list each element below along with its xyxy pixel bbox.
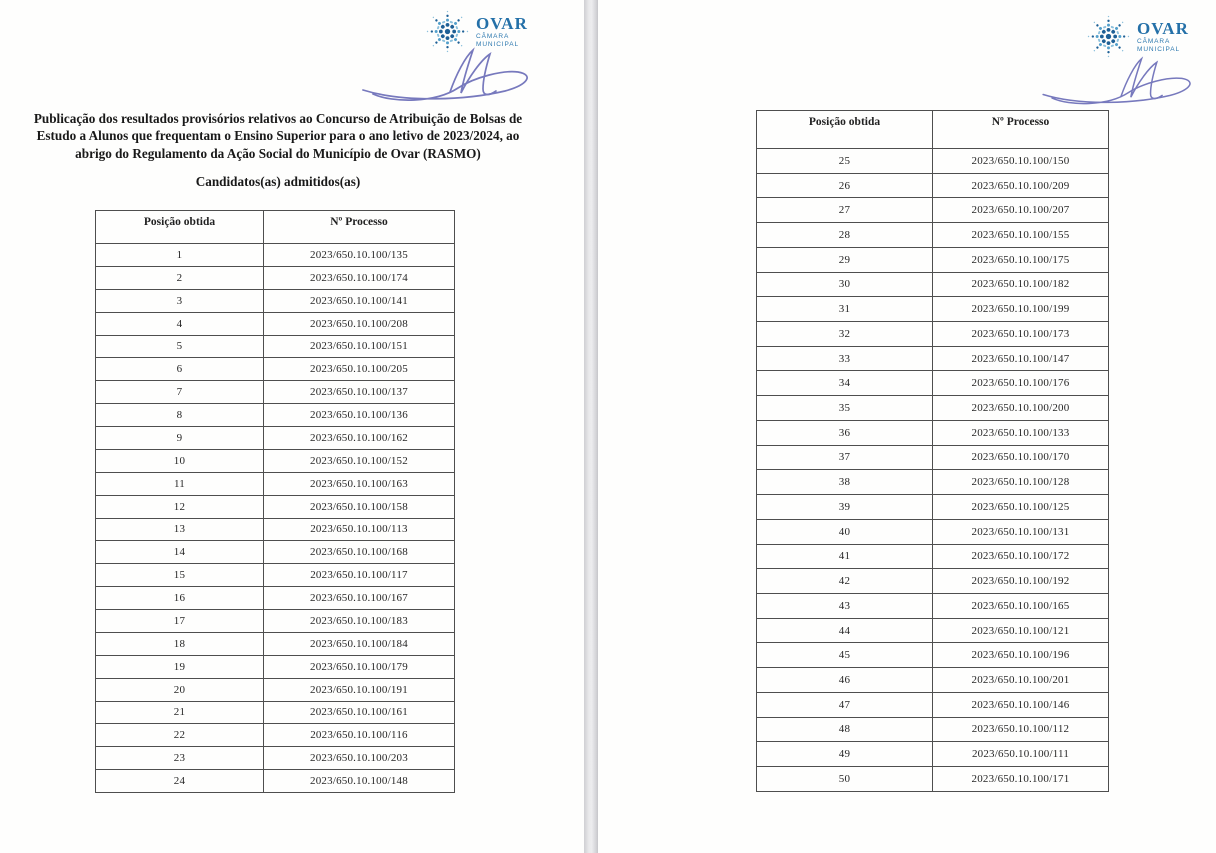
header-row	[757, 111, 1109, 149]
table-cell: 2023/650.10.100/111	[933, 742, 1109, 767]
table-cell: 49	[757, 742, 933, 767]
table-row	[96, 335, 455, 358]
table-cell: 2023/650.10.100/205	[264, 358, 455, 381]
table-cell: 7	[96, 381, 264, 404]
table-cell: 18	[96, 632, 264, 655]
table-row	[757, 692, 1109, 717]
column-header: Posição obtida	[96, 211, 264, 244]
table-row	[757, 322, 1109, 347]
table-cell: 2023/650.10.100/184	[264, 632, 455, 655]
table-cell: 46	[757, 668, 933, 693]
table-cell: 39	[757, 495, 933, 520]
table-row	[757, 668, 1109, 693]
table-cell: 2023/650.10.100/151	[264, 335, 455, 358]
handwritten-signature	[350, 46, 550, 106]
table-cell: 24	[96, 770, 264, 793]
table-cell: 2023/650.10.100/199	[933, 297, 1109, 322]
table-cell: 2023/650.10.100/172	[933, 544, 1109, 569]
table-cell: 2023/650.10.100/113	[264, 518, 455, 541]
table-row	[96, 587, 455, 610]
table-cell: 43	[757, 593, 933, 618]
table-cell: 2023/650.10.100/201	[933, 668, 1109, 693]
table-cell: 2023/650.10.100/150	[933, 149, 1109, 174]
table-cell: 31	[757, 297, 933, 322]
table-cell: 2023/650.10.100/167	[264, 587, 455, 610]
table-cell: 41	[757, 544, 933, 569]
table-cell: 35	[757, 396, 933, 421]
table-cell: 2023/650.10.100/146	[933, 692, 1109, 717]
table-row	[757, 618, 1109, 643]
page-title: Publicação dos resultados provisórios relativos ao Concurso de Atribuição de Bolsas de Estudo a Alunos que frequentam o Ensino Superior para o ano letivo de 2023/2024, ao abrigo do Regulamento da Ação Social do Município de Ovar (RASMO)	[33, 111, 523, 161]
table-row	[757, 470, 1109, 495]
table-cell: 2023/650.10.100/191	[264, 678, 455, 701]
table-cell: 2023/650.10.100/207	[933, 198, 1109, 223]
ovar-municipal-logo	[1085, 13, 1189, 60]
table-row	[96, 701, 455, 724]
table-cell: 2023/650.10.100/148	[264, 770, 455, 793]
table-cell: 6	[96, 358, 264, 381]
table-row	[757, 717, 1109, 742]
table-cell: 2023/650.10.100/175	[933, 247, 1109, 272]
table-cell: 19	[96, 655, 264, 678]
logo-org-name: OVAR	[476, 14, 528, 33]
table-cell: 17	[96, 610, 264, 633]
table-cell: 36	[757, 420, 933, 445]
table-row	[96, 655, 455, 678]
logo-dept-line2: MUNICIPAL	[1137, 45, 1181, 53]
table-row	[96, 312, 455, 335]
table-row	[757, 445, 1109, 470]
table-row	[96, 564, 455, 587]
table-cell: 30	[757, 272, 933, 297]
table-row	[96, 266, 455, 289]
table-cell: 2023/650.10.100/192	[933, 569, 1109, 594]
table-cell: 45	[757, 643, 933, 668]
table-cell: 2023/650.10.100/152	[264, 449, 455, 472]
table-cell: 2023/650.10.100/208	[264, 312, 455, 335]
table-row	[96, 381, 455, 404]
table-cell: 2023/650.10.100/161	[264, 701, 455, 724]
table-row	[757, 495, 1109, 520]
table-cell: 2023/650.10.100/116	[264, 724, 455, 747]
table-row	[757, 420, 1109, 445]
table-cell: 2023/650.10.100/158	[264, 495, 455, 518]
page-gutter-divider	[584, 0, 598, 853]
table-row	[757, 519, 1109, 544]
table-row	[757, 272, 1109, 297]
table-row	[757, 766, 1109, 791]
table-cell: 2023/650.10.100/173	[933, 322, 1109, 347]
table-cell: 2023/650.10.100/209	[933, 173, 1109, 198]
table-row	[96, 541, 455, 564]
table-cell: 16	[96, 587, 264, 610]
table-cell: 14	[96, 541, 264, 564]
table-cell: 20	[96, 678, 264, 701]
table-cell: 2023/650.10.100/174	[264, 266, 455, 289]
table-cell: 13	[96, 518, 264, 541]
table-cell: 3	[96, 289, 264, 312]
logo-dept-line1: CÂMARA	[476, 32, 510, 40]
table-cell: 2023/650.10.100/163	[264, 472, 455, 495]
table-row	[96, 747, 455, 770]
table-cell: 2023/650.10.100/203	[264, 747, 455, 770]
table-row	[757, 371, 1109, 396]
document-page-2	[598, 0, 1216, 853]
table-row	[96, 289, 455, 312]
table-cell: 10	[96, 449, 264, 472]
table-cell: 40	[757, 519, 933, 544]
table-cell: 25	[757, 149, 933, 174]
table-cell: 9	[96, 427, 264, 450]
results-table-page-1	[95, 210, 455, 793]
table-cell: 23	[96, 747, 264, 770]
table-cell: 2023/650.10.100/131	[933, 519, 1109, 544]
table-cell: 4	[96, 312, 264, 335]
logo-org-name: OVAR	[1137, 19, 1189, 38]
table-cell: 2023/650.10.100/179	[264, 655, 455, 678]
table-cell: 2023/650.10.100/196	[933, 643, 1109, 668]
table-cell: 2023/650.10.100/112	[933, 717, 1109, 742]
table-cell: 2023/650.10.100/162	[264, 427, 455, 450]
table-cell: 33	[757, 346, 933, 371]
table-cell: 2023/650.10.100/170	[933, 445, 1109, 470]
table-cell: 42	[757, 569, 933, 594]
table-cell: 2023/650.10.100/121	[933, 618, 1109, 643]
logo-text	[1137, 20, 1189, 53]
table-cell: 2023/650.10.100/182	[933, 272, 1109, 297]
table-row	[96, 678, 455, 701]
table-row	[757, 198, 1109, 223]
table-cell: 2023/650.10.100/128	[933, 470, 1109, 495]
table-cell: 2023/650.10.100/117	[264, 564, 455, 587]
table-cell: 2023/650.10.100/155	[933, 223, 1109, 248]
table-cell: 32	[757, 322, 933, 347]
table-row	[757, 247, 1109, 272]
table-row	[96, 358, 455, 381]
table-cell: 1	[96, 244, 264, 267]
table-cell: 47	[757, 692, 933, 717]
ovar-mandala-icon	[1085, 13, 1132, 60]
header-row	[96, 211, 455, 244]
table-row	[96, 427, 455, 450]
table-row	[757, 742, 1109, 767]
table-cell: 2023/650.10.100/183	[264, 610, 455, 633]
table-row	[757, 297, 1109, 322]
table-cell: 2023/650.10.100/125	[933, 495, 1109, 520]
table-row	[757, 149, 1109, 174]
table-cell: 2023/650.10.100/147	[933, 346, 1109, 371]
table-row	[757, 396, 1109, 421]
logo-text	[476, 15, 528, 48]
table-row	[96, 724, 455, 747]
column-header: Nº Processo	[264, 211, 455, 244]
table-row	[96, 244, 455, 267]
table-row	[96, 610, 455, 633]
table-cell: 2023/650.10.100/176	[933, 371, 1109, 396]
table-row	[96, 632, 455, 655]
table-row	[96, 518, 455, 541]
table-cell: 2023/650.10.100/168	[264, 541, 455, 564]
page-subtitle: Candidatos(as) admitidos(as)	[195, 174, 361, 189]
table-cell: 8	[96, 404, 264, 427]
table-cell: 34	[757, 371, 933, 396]
logo-dept-line2: MUNICIPAL	[476, 40, 520, 48]
table-cell: 37	[757, 445, 933, 470]
table-cell: 48	[757, 717, 933, 742]
handwritten-signature	[1036, 54, 1206, 110]
table-row	[757, 173, 1109, 198]
table-cell: 28	[757, 223, 933, 248]
table-cell: 26	[757, 173, 933, 198]
table-row	[96, 495, 455, 518]
table-cell: 21	[96, 701, 264, 724]
table-cell: 2023/650.10.100/200	[933, 396, 1109, 421]
table-cell: 2023/650.10.100/136	[264, 404, 455, 427]
table-row	[757, 593, 1109, 618]
table-cell: 27	[757, 198, 933, 223]
column-header: Nº Processo	[933, 111, 1109, 149]
table-cell: 11	[96, 472, 264, 495]
table-row	[96, 449, 455, 472]
document-page-1	[0, 0, 584, 853]
table-cell: 2023/650.10.100/137	[264, 381, 455, 404]
table-cell: 29	[757, 247, 933, 272]
table-row	[757, 223, 1109, 248]
table-row	[757, 643, 1109, 668]
table-cell: 12	[96, 495, 264, 518]
table-cell: 5	[96, 335, 264, 358]
table-cell: 38	[757, 470, 933, 495]
table-row	[757, 569, 1109, 594]
table-row	[757, 346, 1109, 371]
table-row	[757, 544, 1109, 569]
column-header: Posição obtida	[757, 111, 933, 149]
table-cell: 2023/650.10.100/141	[264, 289, 455, 312]
table-row	[96, 472, 455, 495]
table-cell: 15	[96, 564, 264, 587]
table-cell: 44	[757, 618, 933, 643]
logo-dept-line1: CÂMARA	[1137, 37, 1171, 45]
table-cell: 2023/650.10.100/165	[933, 593, 1109, 618]
table-cell: 2023/650.10.100/135	[264, 244, 455, 267]
table-cell: 2023/650.10.100/133	[933, 420, 1109, 445]
table-cell: 2	[96, 266, 264, 289]
table-row	[96, 404, 455, 427]
table-cell: 2023/650.10.100/171	[933, 766, 1109, 791]
results-table-page-2	[756, 110, 1109, 792]
table-cell: 22	[96, 724, 264, 747]
table-row	[96, 770, 455, 793]
table-cell: 50	[757, 766, 933, 791]
